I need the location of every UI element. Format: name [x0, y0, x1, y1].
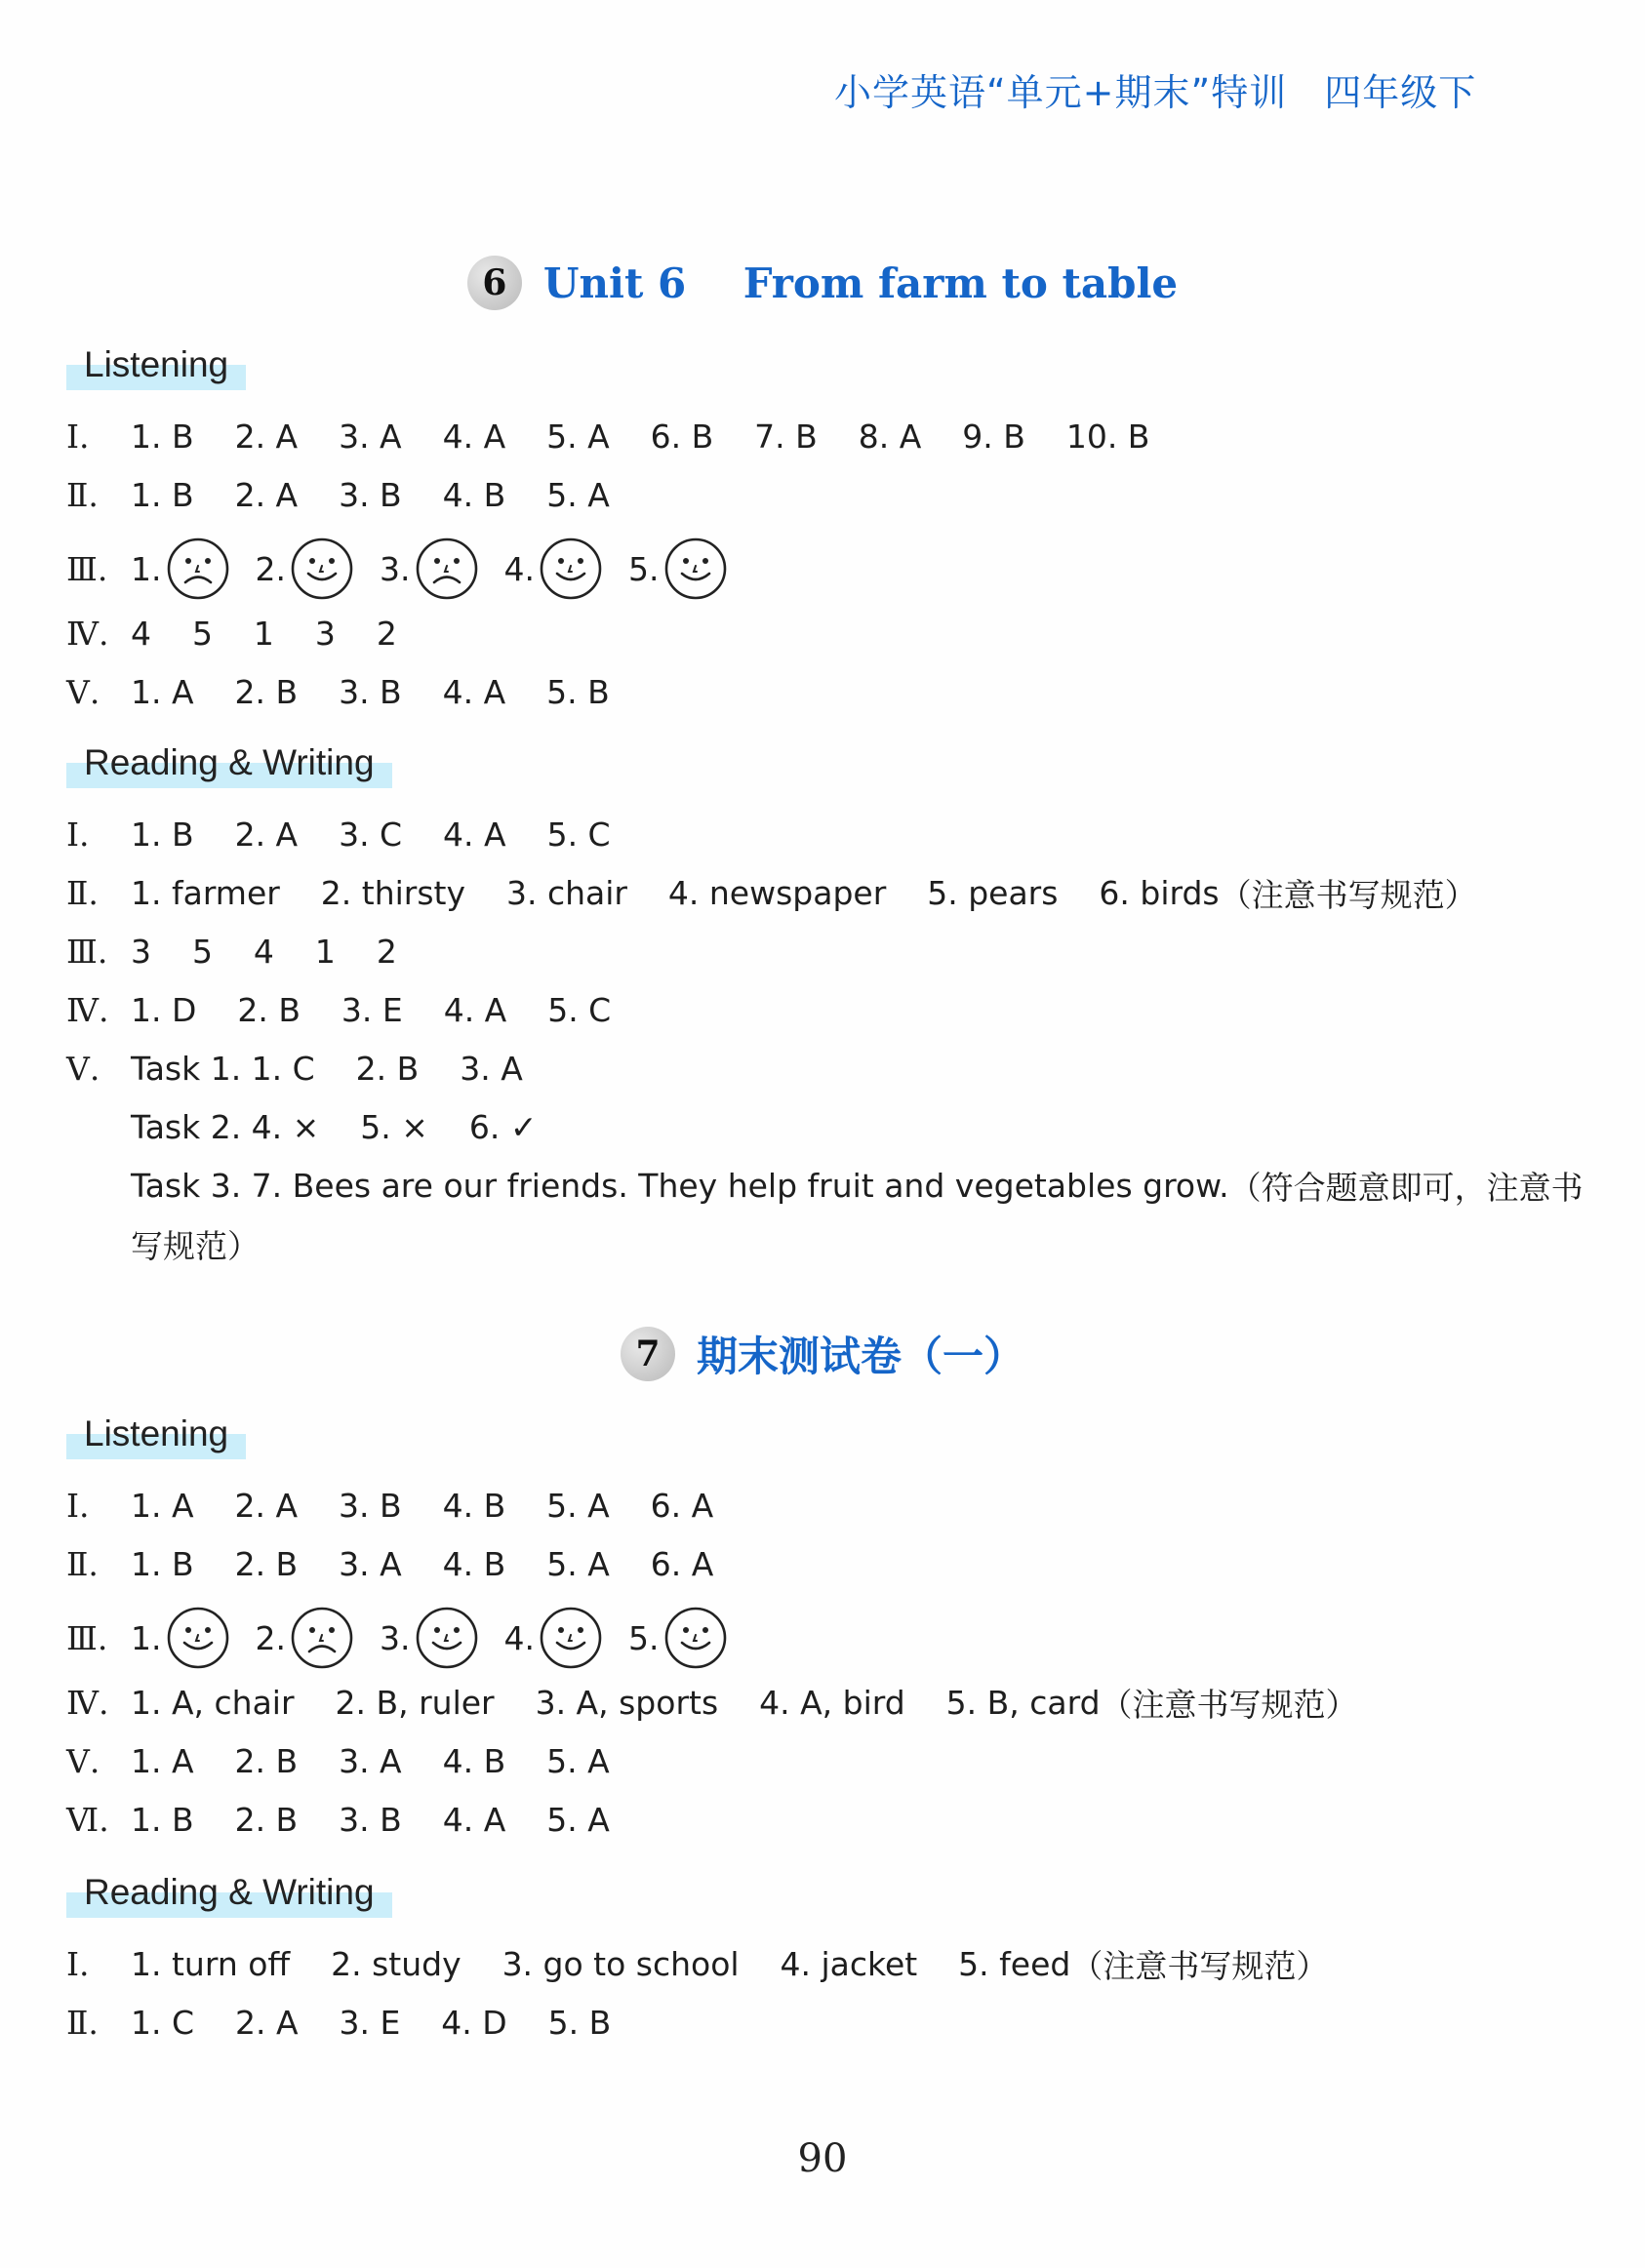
- unit6-listening-heading: Listening: [66, 343, 246, 390]
- face-item-number: 4.: [503, 1618, 535, 1657]
- face-item-number: 4.: [503, 549, 535, 588]
- face-item-number: 3.: [380, 549, 411, 588]
- happy-face-icon: [415, 1606, 479, 1670]
- sad-face-icon: [415, 537, 479, 601]
- face-item-number: 3.: [380, 1618, 411, 1657]
- unit6-rw-q2: Ⅱ. 1. farmer 2. thirsty 3. chair 4. newspaper 5. pears 6. birds （注意书写规范）: [66, 873, 1477, 914]
- unit6-rw-q5: Ⅴ. Task 1. 1. C 2. B 3. A: [66, 1049, 523, 1088]
- final1-listening-q1: Ⅰ. 1. A 2. A 3. B 4. B 5. A 6. A: [66, 1486, 714, 1525]
- face-item: [380, 1606, 479, 1670]
- face-item-number: 5.: [628, 1618, 660, 1657]
- happy-face-icon: [290, 537, 354, 601]
- grade-label: 四年级下: [1324, 71, 1477, 114]
- unit6-title-text: Unit 6 From farm to table: [542, 259, 1179, 307]
- sad-face-icon: [166, 537, 230, 601]
- final1-listening-q3: Ⅲ. 1. 2. 3. 4. 5.: [66, 1604, 753, 1672]
- page-number: 90: [797, 2136, 848, 2181]
- final1-listening-heading: Listening: [66, 1413, 246, 1459]
- happy-face-icon: [539, 1606, 603, 1670]
- final1-title: [0, 1325, 1645, 1383]
- face-item: [628, 1606, 728, 1670]
- unit6-listening-q1: Ⅰ. 1. B 2. A 3. A 4. A 5. A 6. B 7. B 8. A 9. B 10. B: [66, 417, 1150, 456]
- unit6-rw-heading: Reading & Writing: [66, 741, 392, 788]
- unit6-rw-q1: Ⅰ. 1. B 2. A 3. C 4. A 5. C: [66, 815, 611, 854]
- book-title: 小学英语“单元+期末”特训: [834, 71, 1288, 114]
- face-item-number: 1.: [131, 549, 162, 588]
- unit6-rw-q4: Ⅳ. 1. D 2. B 3. E 4. A 5. C: [66, 990, 612, 1029]
- final1-listening-q6: Ⅵ. 1. B 2. B 3. B 4. A 5. A: [66, 1800, 610, 1839]
- final1-listening-q5: Ⅴ. 1. A 2. B 3. A 4. B 5. A: [66, 1741, 610, 1780]
- face-item: [380, 537, 479, 601]
- unit6-rw-q5-task3: Task 3. 7. Bees are our friends. They help fruit and vegetables grow. （符合题意即可，注意书: [131, 1166, 1584, 1207]
- unit6-title: [0, 256, 1645, 310]
- unit6-listening-q5: Ⅴ. 1. A 2. B 3. B 4. A 5. B: [66, 672, 610, 711]
- unit6-number-badge: 6: [467, 256, 522, 310]
- final1-listening-q2: Ⅱ. 1. B 2. B 3. A 4. B 5. A 6. A: [66, 1544, 714, 1583]
- unit6-rw-q5-task2: Task 2. 4. × 5. × 6. ✓: [131, 1107, 538, 1146]
- happy-face-icon: [166, 1606, 230, 1670]
- page-header: [834, 62, 1476, 116]
- face-item: [504, 537, 604, 601]
- face-item-number: 1.: [131, 1618, 162, 1657]
- unit6-listening-q2: Ⅱ. 1. B 2. A 3. B 4. B 5. A: [66, 475, 610, 514]
- unit6-rw-q3: Ⅲ. 3 5 4 1 2: [66, 932, 397, 971]
- final1-rw-q2: Ⅱ. 1. C 2. A 3. E 4. D 5. B: [66, 2003, 612, 2042]
- face-item: [256, 1606, 355, 1670]
- final1-rw-heading: Reading & Writing: [66, 1871, 392, 1918]
- sad-face-icon: [290, 1606, 354, 1670]
- face-item: [256, 537, 355, 601]
- unit6-rw-q5-task3-cont: 写规范）: [131, 1226, 260, 1265]
- final1-listening-q4: Ⅳ. 1. A, chair 2. B, ruler 3. A, sports 4. A, bird 5. B, card （注意书写规范）: [66, 1683, 1358, 1724]
- happy-face-icon: [663, 1606, 728, 1670]
- happy-face-icon: [539, 537, 603, 601]
- happy-face-icon: [663, 537, 728, 601]
- face-item: [628, 537, 728, 601]
- unit6-listening-q4: Ⅳ. 4 5 1 3 2: [66, 614, 397, 653]
- final1-number-badge: 7: [621, 1327, 675, 1381]
- unit6-listening-q3: Ⅲ. 1. 2. 3. 4. 5.: [66, 535, 753, 603]
- face-item: [131, 537, 230, 601]
- face-item-number: 2.: [255, 549, 286, 588]
- final1-title-text: 期末测试卷（一）: [696, 1333, 1024, 1380]
- face-item-number: 5.: [628, 549, 660, 588]
- face-item: [131, 1606, 230, 1670]
- face-item: [504, 1606, 604, 1670]
- final1-rw-q1: Ⅰ. 1. turn off 2. study 3. go to school 4. jacket 5. feed （注意书写规范）: [66, 1944, 1329, 1985]
- face-item-number: 2.: [255, 1618, 286, 1657]
